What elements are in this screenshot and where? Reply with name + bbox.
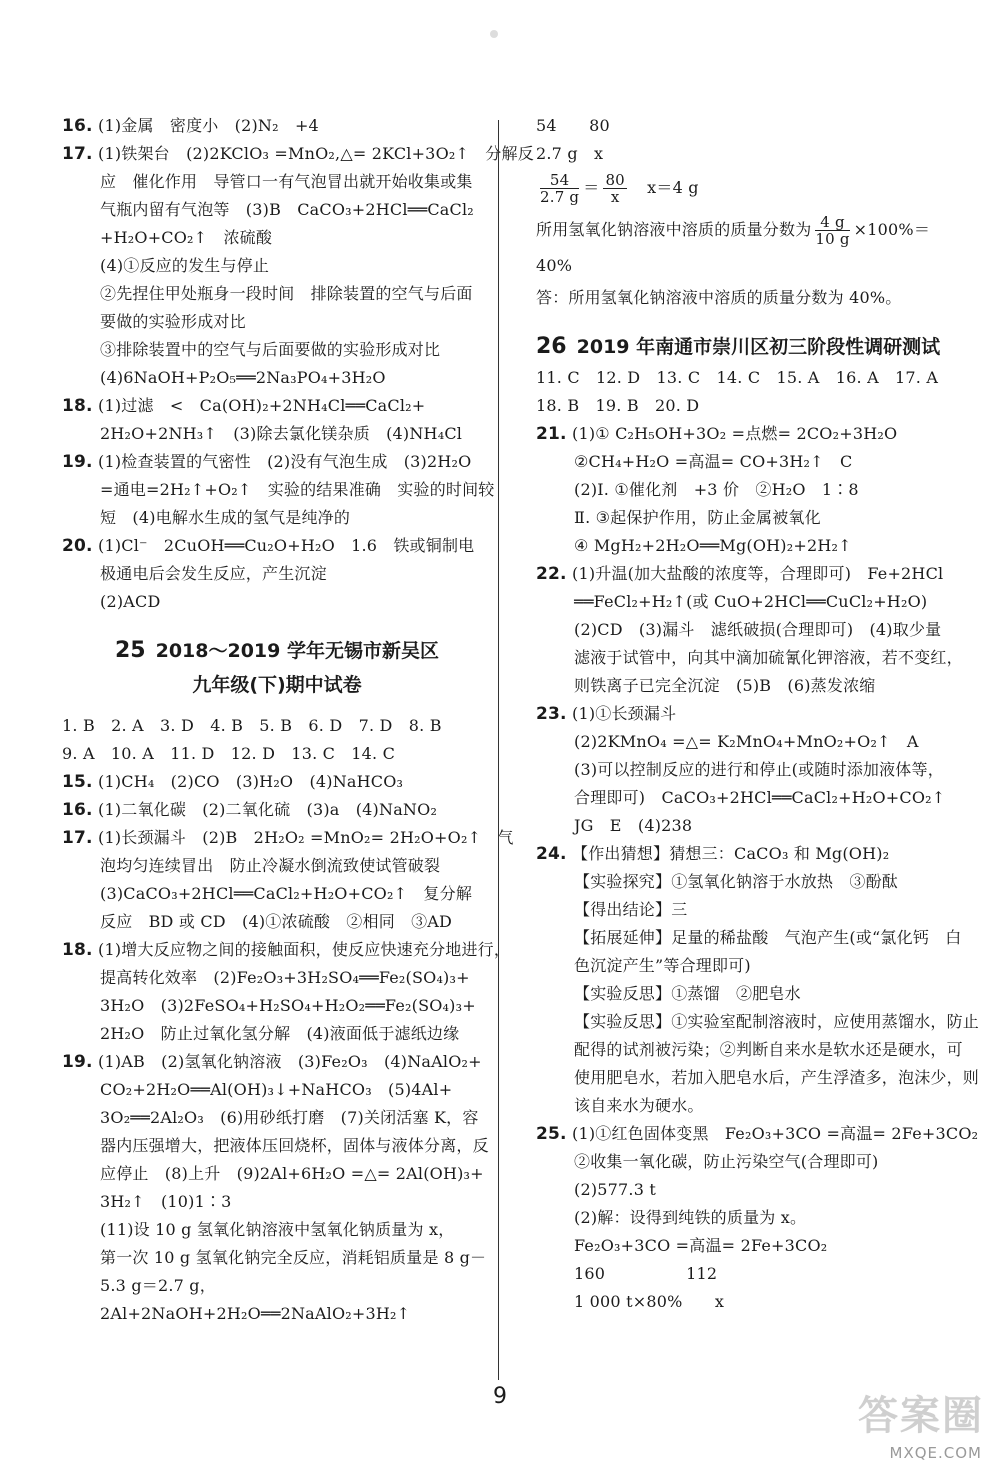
answer-line bbox=[62, 1244, 492, 1272]
question-number: 16. bbox=[62, 800, 93, 820]
scan-mark bbox=[490, 30, 498, 38]
left-answers-block1 bbox=[62, 112, 534, 616]
answer-text: 【得出结论】三 bbox=[574, 900, 688, 919]
question-line bbox=[536, 700, 936, 728]
answer-line bbox=[62, 964, 492, 992]
answer-text: (1)金属 密度小 (2)N₂ +4 bbox=[98, 116, 319, 135]
question-number: 16. bbox=[62, 116, 93, 136]
question-number: 21. bbox=[536, 424, 567, 444]
answer-text: JG E (4)238 bbox=[574, 816, 693, 835]
answer-line bbox=[62, 1160, 492, 1188]
question-line bbox=[62, 768, 492, 796]
answer-line bbox=[536, 728, 936, 756]
answer-text: 3H₂↑ (10)1∶3 bbox=[100, 1192, 232, 1211]
answer-line bbox=[536, 1148, 936, 1176]
question-line bbox=[62, 140, 534, 168]
answer-text: ②CH₄+H₂O =高温= CO+3H₂↑ C bbox=[574, 452, 853, 471]
left-answers-block2 bbox=[62, 712, 514, 1328]
answer-text: +H₂O+CO₂↑ 浓硫酸 bbox=[100, 228, 273, 247]
answer-text: (4)①反应的发生与停止 bbox=[100, 256, 270, 275]
answer-text: Fe₂O₃+3CO =高温= 2Fe+3CO₂ bbox=[574, 1236, 828, 1255]
answer-text: 【实验反思】①蒸馏 ②肥皂水 bbox=[574, 984, 801, 1003]
answer-line bbox=[536, 952, 936, 980]
answer-line bbox=[536, 1036, 963, 1064]
answer-statement: 答：所用氢氧化钠溶液中溶质的质量分数为 40%。 bbox=[536, 288, 902, 307]
answer-text: (1)①长颈漏斗 bbox=[572, 704, 677, 723]
section-number: 25 bbox=[114, 638, 146, 663]
answer-line bbox=[62, 1132, 492, 1160]
answer-text: 应 催化作用 导管口一有气泡冒出就开始收集或集 bbox=[100, 172, 473, 191]
answer-line bbox=[536, 532, 936, 560]
column-divider bbox=[498, 120, 499, 1380]
answer-text: 2H₂O 防止过氧化氢分解 (4)液面低于滤纸边缘 bbox=[100, 1024, 460, 1043]
answer-line bbox=[536, 1260, 936, 1288]
answer-text: 器内压强增大，把液体压回烧杯，固体与液体分离，反 bbox=[100, 1136, 489, 1155]
section-number: 26 bbox=[536, 334, 567, 359]
answer-text: ②先捏住甲处瓶身一段时间 排除装置的空气与后面 bbox=[100, 284, 473, 303]
answer-line bbox=[536, 1064, 980, 1092]
answer-text: 【实验反思】①实验室配制溶液时，应使用蒸馏水，防止 bbox=[574, 1012, 980, 1031]
answer-text: ④ MgH₂+2H₂O══Mg(OH)₂+2H₂↑ bbox=[574, 536, 852, 555]
answer-text: 5.3 g＝2.7 g， bbox=[100, 1276, 216, 1295]
answer-text: (1)CH₄ (2)CO (3)H₂O (4)NaHCO₃ bbox=[98, 772, 404, 791]
answer-line bbox=[536, 756, 944, 784]
calc-line: 54 80 bbox=[536, 116, 610, 135]
answer-text: (1)长颈漏斗 (2)B 2H₂O₂ =MnO₂= 2H₂O+O₂↑ 气 bbox=[98, 828, 514, 847]
answer-line bbox=[536, 448, 936, 476]
answer-text: (4)6NaOH+P₂O₅══2Na₃PO₄+3H₂O bbox=[100, 368, 386, 387]
question-number: 19. bbox=[62, 452, 93, 472]
answer-text: (2)ACD bbox=[100, 592, 161, 611]
answer-text: 短 (4)电解水生成的氢气是纯净的 bbox=[100, 508, 351, 527]
answer-line bbox=[536, 644, 963, 672]
answer-text: 配得的试剂被污染；②判断自来水是软水还是硬水，可 bbox=[574, 1040, 963, 1059]
answer-line bbox=[62, 1216, 492, 1244]
question-line bbox=[536, 840, 936, 868]
answer-line bbox=[62, 336, 492, 364]
answer-line bbox=[536, 812, 936, 840]
fraction-numerator: 54 bbox=[540, 172, 579, 189]
section-title-line1: 2018～2019 学年无锡市新吴区 bbox=[155, 640, 439, 662]
question-number: 17. bbox=[62, 828, 93, 848]
answer-text: (1)增大反应物之间的接触面积，使反应快速充分地进行， bbox=[98, 940, 511, 959]
answer-line bbox=[536, 392, 936, 420]
answer-text: (2)解：设得到纯铁的质量为 x。 bbox=[574, 1208, 807, 1227]
answer-text: 2H₂O+2NH₃↑ (3)除去氯化镁杂质 (4)NH₄Cl bbox=[100, 424, 463, 443]
answer-text: 气瓶内留有气泡等 (3)B CaCO₃+2HCl══CaCl₂ bbox=[100, 200, 474, 219]
answer-line bbox=[62, 880, 492, 908]
answer-text: 要做的实验形成对比 bbox=[100, 312, 246, 331]
answer-text: 2Al+2NaOH+2H₂O══2NaAlO₂+3H₂↑ bbox=[100, 1304, 411, 1323]
answer-line bbox=[62, 252, 492, 280]
answer-text: 9. A 10. A 11. D 12. D 13. C 14. C bbox=[62, 744, 396, 763]
question-number: 25. bbox=[536, 1124, 567, 1144]
answer-text: ②收集一氧化碳，防止污染空气(合理即可) bbox=[574, 1152, 879, 1171]
answer-line bbox=[62, 476, 495, 504]
mass-fraction-line bbox=[536, 208, 936, 252]
answer-text: 【作出猜想】猜想三：CaCO₃ 和 Mg(OH)₂ bbox=[572, 844, 890, 863]
answer-line bbox=[62, 1272, 492, 1300]
answer-line bbox=[536, 1232, 936, 1260]
fraction-numerator: 4 g bbox=[815, 214, 849, 231]
answer-text: (1)① C₂H₅OH+3O₂ =点燃= 2CO₂+3H₂O bbox=[572, 424, 898, 443]
answer-line bbox=[536, 504, 936, 532]
answer-line bbox=[62, 224, 492, 252]
answer-line bbox=[62, 1020, 492, 1048]
answer-text: (1)①红色固体变黑 Fe₂O₃+3CO =高温= 2Fe+3CO₂ bbox=[572, 1124, 979, 1143]
question-line bbox=[62, 448, 492, 476]
answer-text: (2)Ⅰ. ①催化剂 +3 价 ②H₂O 1∶8 bbox=[574, 480, 859, 499]
question-number: 18. bbox=[62, 396, 93, 416]
answer-text: 反应 BD 或 CD (4)①浓硫酸 ②相同 ③AD bbox=[100, 912, 453, 931]
answer-text: (2)CD (3)漏斗 滤纸破损(合理即可) (4)取少量 bbox=[574, 620, 942, 639]
fraction-denominator: 2.7 g bbox=[540, 188, 580, 206]
answer-line bbox=[62, 1188, 492, 1216]
fraction-numerator: 80 bbox=[605, 171, 625, 189]
watermark-site: MXQE.COM bbox=[889, 1444, 982, 1462]
answer-text: (2)2KMnO₄ =△= K₂MnO₄+MnO₂+O₂↑ A bbox=[574, 732, 919, 751]
section-26-title bbox=[536, 330, 941, 364]
question-number: 20. bbox=[62, 536, 93, 556]
answer-line bbox=[62, 504, 492, 532]
answer-text: 色沉淀产生”等合理即可) bbox=[574, 956, 751, 975]
answer-text: (1)升温(加大盐酸的浓度等，合理即可) Fe+2HCl bbox=[572, 564, 944, 583]
answer-line bbox=[62, 308, 492, 336]
question-number: 17. bbox=[62, 144, 93, 164]
question-line bbox=[62, 936, 511, 964]
answer-text: (3)可以控制反应的进行和停止(或随时添加液体等， bbox=[574, 760, 944, 779]
answer-line bbox=[536, 672, 936, 700]
proportion-line: $\frac{54}{2.7 g}$ ＝ $\frac{80}{x}$ x＝4 g bbox=[540, 171, 699, 206]
fraction bbox=[540, 172, 579, 205]
answer-text: 滤液于试管中，向其中滴加硫氰化钾溶液，若不变红， bbox=[574, 648, 963, 667]
answer-line bbox=[62, 992, 492, 1020]
answer-text: (1)检查装置的气密性 (2)没有气泡生成 (3)2H₂O bbox=[98, 452, 472, 471]
answer-line bbox=[536, 1204, 936, 1232]
proportion-result: x＝4 g bbox=[647, 178, 699, 197]
fraction-denominator: x bbox=[610, 188, 620, 206]
answer-line bbox=[536, 588, 936, 616]
answer-text: (3)CaCO₃+2HCl══CaCl₂+H₂O+CO₂↑ 复分解 bbox=[100, 884, 473, 903]
answer-line bbox=[536, 868, 936, 896]
section-title-text: 2019 年南通市崇川区初三阶段性调研测试 bbox=[576, 336, 941, 358]
answer-text: 3O₂══2Al₂O₃ (6)用砂纸打磨 (7)关闭活塞 K，容 bbox=[100, 1108, 479, 1127]
answer-text: =通电=2H₂↑+O₂↑ 实验的结果准确 实验的时间较 bbox=[100, 480, 495, 499]
answer-line bbox=[536, 476, 936, 504]
answer-text: (1)AB (2)氢氧化钠溶液 (3)Fe₂O₃ (4)NaAlO₂+ bbox=[98, 1052, 482, 1071]
answer-text: 18. B 19. B 20. D bbox=[536, 396, 700, 415]
answer-text: 提高转化效率 (2)Fe₂O₃+3H₂SO₄══Fe₂(SO₄)₃+ bbox=[100, 968, 470, 987]
answer-line bbox=[62, 588, 492, 616]
answer-line bbox=[536, 1176, 936, 1204]
left-column bbox=[62, 112, 534, 1328]
answer-text: (11)设 10 g 氢氧化钠溶液中氢氧化钠质量为 x， bbox=[100, 1220, 455, 1239]
answer-line bbox=[62, 560, 492, 588]
answer-text: (1)二氧化碳 (2)二氧化硫 (3)a (4)NaNO₂ bbox=[98, 800, 438, 819]
answer-text: Ⅱ. ③起保护作用，防止金属被氧化 bbox=[574, 508, 821, 527]
question-line bbox=[536, 560, 944, 588]
answer-text: 泡均匀连续冒出 防止冷凝水倒流致使试管破裂 bbox=[100, 856, 441, 875]
answer-line bbox=[536, 364, 939, 392]
answer-text: CO₂+2H₂O══Al(OH)₃↓+NaHCO₃ (5)4Al+ bbox=[100, 1080, 453, 1099]
answer-line bbox=[62, 740, 492, 768]
section-25-title bbox=[62, 634, 492, 668]
watermark bbox=[798, 1384, 988, 1462]
question-number: 19. bbox=[62, 1052, 93, 1072]
answer-text: (1)过滤 < Ca(OH)₂+2NH₄Cl══CaCl₂+ bbox=[98, 396, 426, 415]
question-line bbox=[62, 112, 492, 140]
question-line bbox=[62, 796, 492, 824]
mass-fraction-tail: ×100%＝ bbox=[853, 220, 931, 239]
fraction-denominator: 10 g bbox=[815, 230, 850, 248]
fraction bbox=[815, 214, 849, 247]
answer-text: 合理即可) CaCO₃+2HCl══CaCl₂+H₂O+CO₂↑ bbox=[574, 788, 946, 807]
question-number: 23. bbox=[536, 704, 567, 724]
question-line bbox=[62, 1048, 492, 1076]
answer-text: ③排除装置中的空气与后面要做的实验形成对比 bbox=[100, 340, 441, 359]
answer-text: 160 112 bbox=[574, 1264, 718, 1283]
answer-text: 3H₂O (3)2FeSO₄+H₂SO₄+H₂O₂══Fe₂(SO₄)₃+ bbox=[100, 996, 476, 1015]
answer-text: 极通电后会发生反应，产生沉淀 bbox=[100, 564, 327, 583]
mass-fraction-text: 所用氢氧化钠溶液中溶质的质量分数为 bbox=[536, 220, 812, 239]
calc-line: 2.7 g x bbox=[536, 144, 604, 163]
answer-line bbox=[62, 364, 492, 392]
answer-text: (1)铁架台 (2)2KClO₃ =MnO₂,△= 2KCl+3O₂↑ 分解反 bbox=[98, 144, 534, 163]
answer-line bbox=[62, 712, 492, 740]
answer-text: (1)Cl⁻ 2CuOH══Cu₂O+H₂O 1.6 铁或铜制电 bbox=[98, 536, 475, 555]
answer-text: 【拓展延伸】足量的稀盐酸 气泡产生(或“氯化钙 白 bbox=[574, 928, 962, 947]
answer-line bbox=[62, 168, 492, 196]
answer-text: 应停止 (8)上升 (9)2Al+6H₂O =△= 2Al(OH)₃+ bbox=[100, 1164, 484, 1183]
answer-line bbox=[62, 1104, 492, 1132]
question-number: 24. bbox=[536, 844, 567, 864]
answer-text: 该自来水为硬水。 bbox=[574, 1096, 704, 1115]
answer-line bbox=[62, 280, 492, 308]
answer-line bbox=[536, 1092, 936, 1120]
question-line bbox=[62, 824, 514, 852]
answer-line bbox=[62, 852, 492, 880]
answer-line bbox=[536, 1288, 936, 1316]
answer-text: 则铁离子已完全沉淀 (5)B (6)蒸发浓缩 bbox=[574, 676, 876, 695]
answer-line bbox=[536, 616, 942, 644]
question-line bbox=[536, 420, 936, 448]
answer-line bbox=[536, 896, 936, 924]
answer-line bbox=[536, 1008, 980, 1036]
answer-text: (2)577.3 t bbox=[574, 1180, 656, 1199]
answer-line bbox=[536, 924, 962, 952]
answer-text: 1 000 t×80% x bbox=[574, 1292, 725, 1311]
answer-text: 使用肥皂水，若加入肥皂水后，产生浮渣多，泡沫少，则 bbox=[574, 1068, 980, 1087]
watermark-logo: 答案圈 bbox=[858, 1393, 984, 1439]
right-answers-block bbox=[536, 364, 980, 1316]
answer-line bbox=[62, 196, 492, 224]
mass-result: 40% bbox=[536, 256, 573, 275]
question-line bbox=[536, 1120, 979, 1148]
question-number: 18. bbox=[62, 940, 93, 960]
answer-line bbox=[62, 908, 492, 936]
page-number: 9 bbox=[493, 1384, 507, 1409]
answer-line bbox=[536, 784, 946, 812]
answer-text: 【实验探究】①氢氧化钠溶于水放热 ③酚酞 bbox=[574, 872, 899, 891]
section-25-subtitle: 九年级(下)期中试卷 bbox=[192, 674, 362, 696]
answer-text: 1. B 2. A 3. D 4. B 5. B 6. D 7. D 8. B bbox=[62, 716, 442, 735]
answer-text: ══FeCl₂+H₂↑(或 CuO+2HCl══CuCl₂+H₂O) bbox=[574, 592, 928, 611]
question-line bbox=[62, 392, 492, 420]
answer-text: 11. C 12. D 13. C 14. C 15. A 16. A 17. A bbox=[536, 368, 939, 387]
right-column bbox=[536, 112, 980, 1316]
answer-text: 第一次 10 g 氢氧化钠完全反应，消耗铝质量是 8 g－ bbox=[100, 1248, 487, 1267]
answer-line bbox=[62, 420, 492, 448]
answer-line bbox=[62, 1076, 492, 1104]
question-line bbox=[62, 532, 492, 560]
answer-line bbox=[536, 980, 936, 1008]
answer-line bbox=[62, 1300, 492, 1328]
fraction bbox=[603, 172, 627, 205]
question-number: 22. bbox=[536, 564, 567, 584]
question-number: 15. bbox=[62, 772, 93, 792]
